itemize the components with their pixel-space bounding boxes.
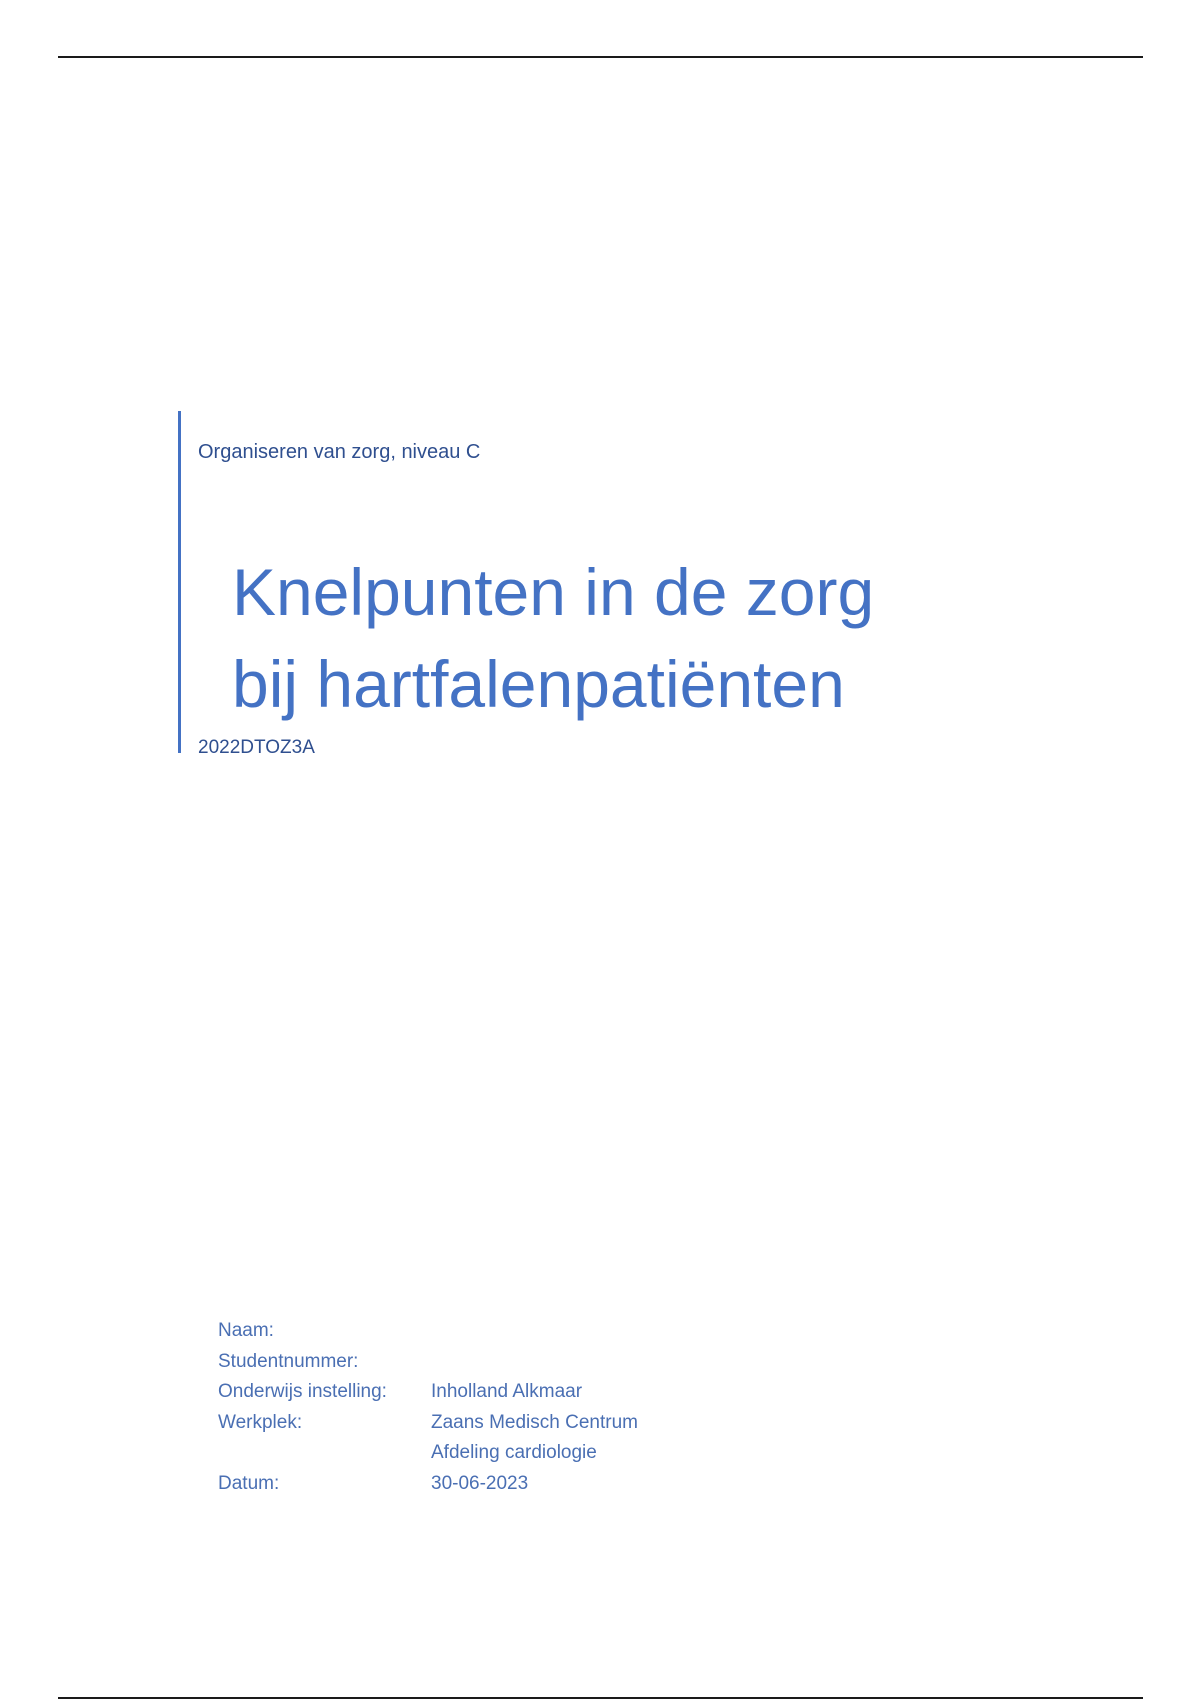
info-label: Datum: <box>218 1472 280 1494</box>
info-row-institution <box>218 1377 638 1408</box>
info-label: Werkplek: <box>218 1411 303 1433</box>
header-rule <box>58 56 1143 58</box>
course-code: 2022DTOZ3A <box>198 737 315 758</box>
title-line-2: bij hartfalenpatiënten <box>232 647 845 721</box>
info-value: Zaans Medisch Centrum <box>431 1411 638 1433</box>
document-subtitle: Organiseren van zorg, niveau C <box>198 441 481 463</box>
info-row-date <box>218 1469 638 1500</box>
cover-title-block <box>178 411 1078 758</box>
info-value: 30-06-2023 <box>431 1472 529 1494</box>
footer-rule <box>58 1697 1143 1699</box>
info-label: Onderwijs instelling: <box>218 1381 387 1402</box>
info-label: Studentnummer: <box>218 1350 359 1372</box>
info-label <box>218 1438 431 1469</box>
title-accent-bar <box>178 411 181 753</box>
info-value: Inholland Alkmaar <box>431 1381 583 1402</box>
info-row-student-number <box>218 1347 638 1378</box>
info-row-workplace <box>218 1408 638 1439</box>
info-label: Naam: <box>218 1320 274 1341</box>
info-row-department <box>218 1438 638 1469</box>
info-row-name <box>218 1316 638 1347</box>
student-info-table <box>218 1316 638 1499</box>
document-title <box>232 546 1072 730</box>
title-line-1: Knelpunten in de zorg <box>232 555 875 629</box>
info-value: Afdeling cardiologie <box>431 1442 597 1463</box>
